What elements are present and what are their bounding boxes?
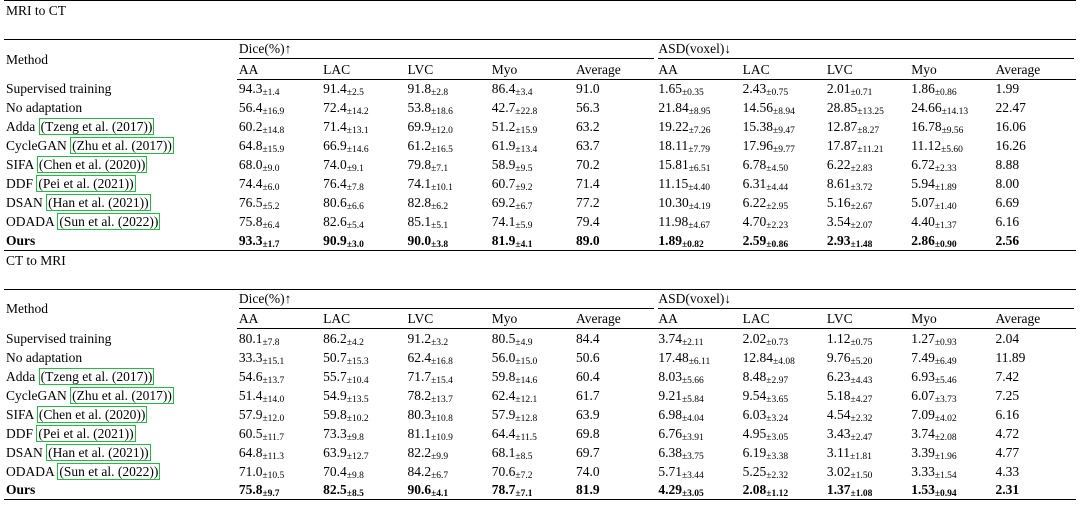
table-row <box>4 424 1076 443</box>
metric-cell: 63.2 <box>576 119 600 135</box>
metric-cell: 74.4±6.0 <box>238 176 280 194</box>
table-row <box>4 386 1076 405</box>
metric-cell: 2.56 <box>994 231 1076 250</box>
metric-cell: 22.47 <box>995 100 1026 116</box>
metric-cell: 17.48±6.11 <box>658 349 711 367</box>
citation-link[interactable]: (Tzeng et al. (2017)) <box>40 368 153 384</box>
metric-cell: 57.9±12.0 <box>238 406 285 424</box>
metric-cell: 84.4 <box>576 330 600 346</box>
metric-cell: 60.2±14.8 <box>238 119 285 137</box>
metric-cell: 5.25±2.32 <box>742 463 789 481</box>
metric-cell: 2.02±0.73 <box>742 330 789 348</box>
section-rule <box>4 21 1076 40</box>
metric-cell: 4.95±3.05 <box>742 425 789 443</box>
metric-cell: 75.8±9.7 <box>237 481 321 500</box>
metric-cell: 79.4 <box>576 214 600 230</box>
metric-cell: 74.1±10.1 <box>407 176 453 194</box>
method-name: Supervised training <box>6 330 112 346</box>
metric-cell: 2.01±0.71 <box>826 81 873 99</box>
metric-cell: 6.76±3.91 <box>658 425 704 443</box>
metric-cell: 82.6±5.4 <box>323 214 364 232</box>
metric-cell: 78.7±7.1 <box>490 481 574 500</box>
method-name: SIFA (Chen et al. (2020)) <box>6 406 146 422</box>
metric-cell: 16.78±9.56 <box>911 119 964 137</box>
metric-cell: 58.9±9.5 <box>491 157 533 175</box>
metric-cell: 75.8±6.4 <box>238 214 280 232</box>
metric-cell: 69.7 <box>576 444 600 460</box>
method-name: DDF (Pei et al. (2021)) <box>6 425 134 441</box>
metric-cell: 42.7±22.8 <box>491 100 538 118</box>
method-name: Adda (Tzeng et al. (2017)) <box>6 368 153 384</box>
metric-cell: 80.3±10.8 <box>407 406 453 424</box>
metric-cell: 11.15±4.40 <box>658 176 711 194</box>
column-header-myo-8: Myo <box>909 60 993 79</box>
metric-cell: 68.0±9.0 <box>238 157 280 175</box>
metric-cell: 2.43±0.75 <box>742 81 789 99</box>
column-header-aa-0: AA <box>237 60 321 79</box>
metric-cell: 6.16 <box>995 406 1020 422</box>
table-row <box>4 98 1076 117</box>
metric-cell: 80.5±4.9 <box>491 330 533 348</box>
metric-cell: 69.8 <box>576 425 600 441</box>
metric-cell: 70.4±9.8 <box>323 463 364 481</box>
metric-cell: 12.87±8.27 <box>826 119 880 137</box>
metric-cell: 6.38±3.75 <box>658 444 704 462</box>
metric-cell: 6.07±3.73 <box>911 387 957 405</box>
group-header-asd: ASD(voxel)↓ <box>656 40 1076 60</box>
metric-cell: 69.2±6.7 <box>491 195 533 213</box>
citation-link[interactable]: (Pei et al. (2021)) <box>38 425 134 441</box>
metric-cell: 7.09±4.02 <box>911 406 957 424</box>
metric-cell: 81.9 <box>574 481 656 500</box>
metric-cell: 19.22±7.26 <box>658 119 711 137</box>
metric-cell: 82.5±8.5 <box>321 481 405 500</box>
metric-cell: 1.99 <box>995 81 1020 97</box>
metric-cell: 64.4±11.5 <box>491 425 537 443</box>
metric-cell: 66.9±14.6 <box>323 138 369 156</box>
metric-cell: 4.29±3.05 <box>656 481 740 500</box>
citation-link[interactable]: (Tzeng et al. (2017)) <box>40 119 153 135</box>
metric-cell: 6.22±2.95 <box>742 195 789 213</box>
metric-cell: 77.2 <box>576 195 600 211</box>
table-row <box>4 174 1076 193</box>
metric-cell: 54.9±13.5 <box>323 387 369 405</box>
metric-cell: 1.37±1.08 <box>825 481 909 500</box>
metric-cell: 51.4±14.0 <box>238 387 285 405</box>
method-name: No adaptation <box>6 100 83 116</box>
metric-cell: 2.93±1.48 <box>825 231 909 250</box>
citation-link[interactable]: (Chen et al. (2020)) <box>38 406 146 422</box>
metric-cell: 80.6±6.6 <box>323 195 364 213</box>
method-name: ODADA (Sun et al. (2022)) <box>6 463 159 479</box>
section-label-row <box>4 250 1076 270</box>
metric-cell: 90.0±3.8 <box>405 231 489 250</box>
metric-cell: 71.7±15.4 <box>407 368 453 386</box>
method-name: DSAN (Han et al. (2021)) <box>6 195 149 211</box>
table-row <box>4 193 1076 212</box>
metric-cell: 12.84±4.08 <box>742 349 795 367</box>
metric-cell: 6.22±2.83 <box>826 157 873 175</box>
table-row <box>4 405 1076 424</box>
metric-cell: 2.86±0.90 <box>909 231 993 250</box>
column-header-lac-6: LAC <box>741 60 825 79</box>
table-row <box>4 231 1076 250</box>
metric-cell: 51.2±15.9 <box>491 119 538 137</box>
section-label-row <box>4 1 1076 21</box>
metric-cell: 6.16 <box>995 214 1020 230</box>
column-header-lac-1: LAC <box>321 310 405 329</box>
metric-cell: 1.86±0.86 <box>911 81 957 99</box>
metric-cell: 7.25 <box>995 387 1020 403</box>
method-name: Ours <box>4 481 237 500</box>
metric-cell: 2.59±0.86 <box>741 231 825 250</box>
metric-cell: 71.4±13.1 <box>323 119 369 137</box>
metric-cell: 60.4 <box>576 368 600 384</box>
metric-cell: 71.4 <box>576 176 600 192</box>
metric-cell: 60.7±9.2 <box>491 176 533 194</box>
metric-cell: 94.3±1.4 <box>238 81 280 99</box>
metric-cell: 63.7 <box>576 138 600 154</box>
metric-cell: 1.89±0.82 <box>656 231 740 250</box>
metric-cell: 59.8±10.2 <box>323 406 369 424</box>
method-name: Ours <box>4 231 237 250</box>
metric-cell: 93.3±1.7 <box>237 231 321 250</box>
metric-cell: 57.9±12.8 <box>491 406 538 424</box>
metric-cell: 28.85±13.25 <box>826 100 884 118</box>
metric-cell: 64.8±11.3 <box>238 444 284 462</box>
metric-cell: 7.42 <box>995 368 1020 384</box>
section-label: CT to MRI <box>6 252 66 268</box>
metric-cell: 85.1±5.1 <box>407 214 449 232</box>
group-header-dice: Dice(%)↑ <box>237 289 656 309</box>
metric-cell: 3.11±1.81 <box>826 444 872 462</box>
metric-cell: 5.16±2.67 <box>826 195 873 213</box>
metric-cell: 54.6±13.7 <box>238 368 285 386</box>
metric-cell: 8.48±2.97 <box>742 368 789 386</box>
metric-cell: 6.98±4.04 <box>658 406 704 424</box>
metric-cell: 61.7 <box>576 387 600 403</box>
results-table <box>4 0 1076 500</box>
section-label: MRI to CT <box>4 1 1076 21</box>
metric-cell: 63.9±12.7 <box>323 444 369 462</box>
group-header-dice: Dice(%)↑ <box>237 40 656 60</box>
table-row <box>4 155 1076 174</box>
metric-cell: 15.38±9.47 <box>742 119 795 137</box>
metric-cell: 9.21±5.84 <box>658 387 704 405</box>
metric-cell: 72.4±14.2 <box>323 100 369 118</box>
metric-cell: 71.0±10.5 <box>238 463 285 481</box>
table-row <box>4 443 1076 462</box>
metric-cell: 69.9±12.0 <box>407 119 453 137</box>
metric-cell: 7.49±6.49 <box>911 349 957 367</box>
metric-cell: 18.11±7.79 <box>658 138 711 156</box>
column-header-lvc-2: LVC <box>405 310 489 329</box>
metric-cell: 3.33±1.54 <box>911 463 957 481</box>
metric-cell: 61.2±16.5 <box>407 138 453 156</box>
metric-cell: 1.12±0.75 <box>826 330 873 348</box>
metric-cell: 81.1±10.9 <box>407 425 453 443</box>
citation-link[interactable]: (Sun et al. (2022)) <box>59 214 159 230</box>
metric-cell: 6.78±4.50 <box>742 157 789 175</box>
metric-cell: 3.39±1.96 <box>911 444 957 462</box>
method-name: No adaptation <box>6 349 83 365</box>
group-header-row <box>4 40 1076 60</box>
metric-cell: 60.5±11.7 <box>238 425 284 443</box>
metric-cell: 56.0±15.0 <box>491 349 538 367</box>
citation-link[interactable]: (Zhu et al. (2017)) <box>72 387 172 403</box>
metric-cell: 4.70±2.23 <box>742 214 789 232</box>
column-header-myo-3: Myo <box>490 60 574 79</box>
metric-cell: 11.12±5.60 <box>911 138 963 156</box>
citation-link[interactable]: (Pei et al. (2021)) <box>38 176 134 192</box>
metric-cell: 9.54±3.65 <box>742 387 789 405</box>
citation-link[interactable]: (Han et al. (2021)) <box>48 195 149 211</box>
metric-cell: 74.0 <box>576 463 600 479</box>
column-header-aa-5: AA <box>656 60 740 79</box>
metric-cell: 16.26 <box>995 138 1026 154</box>
metric-cell: 6.93±5.46 <box>911 368 957 386</box>
metric-cell: 70.6±7.2 <box>491 463 533 481</box>
group-header-asd: ASD(voxel)↓ <box>656 289 1076 309</box>
table-row <box>4 79 1076 98</box>
metric-cell: 68.1±8.5 <box>491 444 533 462</box>
metric-cell: 70.2 <box>576 157 600 173</box>
metric-cell: 6.31±4.44 <box>742 176 789 194</box>
metric-cell: 8.03±5.66 <box>658 368 704 386</box>
method-header: Method <box>6 51 48 67</box>
metric-cell: 6.03±3.24 <box>742 406 789 424</box>
metric-cell: 1.27±0.93 <box>911 330 957 348</box>
column-header-average-9: Average <box>994 310 1076 329</box>
metric-cell: 4.33 <box>995 463 1020 479</box>
metric-cell: 56.3 <box>576 100 600 116</box>
metric-cell: 82.2±9.9 <box>407 444 449 462</box>
metric-cell: 3.02±1.50 <box>826 463 873 481</box>
metric-cell: 63.9 <box>576 406 600 422</box>
metric-cell: 5.18±4.27 <box>826 387 873 405</box>
metric-cell: 91.2±3.2 <box>407 330 449 348</box>
metric-cell: 6.69 <box>995 195 1020 211</box>
metric-cell: 9.76±5.20 <box>826 349 873 367</box>
metric-cell: 3.43±2.47 <box>826 425 873 443</box>
metric-cell: 4.72 <box>995 425 1020 441</box>
metric-cell: 14.56±8.94 <box>742 100 795 118</box>
citation-link[interactable]: (Han et al. (2021)) <box>48 444 149 460</box>
metric-cell: 5.07±1.40 <box>911 195 957 213</box>
metric-cell: 24.66±14.13 <box>911 100 969 118</box>
metric-cell: 79.8±7.1 <box>407 157 449 175</box>
metric-cell: 64.8±15.9 <box>238 138 285 156</box>
metric-cell: 90.6±4.1 <box>405 481 489 500</box>
metric-cell: 59.8±14.6 <box>491 368 538 386</box>
metric-cell: 53.8±18.6 <box>407 100 453 118</box>
metric-cell: 10.30±4.19 <box>658 195 711 213</box>
method-name: Supervised training <box>6 81 112 97</box>
column-header-lac-1: LAC <box>321 60 405 79</box>
column-header-average-4: Average <box>574 60 656 79</box>
metric-cell: 6.23±4.43 <box>826 368 873 386</box>
metric-cell: 1.65±0.35 <box>658 81 704 99</box>
group-header-row <box>4 289 1076 309</box>
metric-cell: 4.40±1.37 <box>911 214 957 232</box>
metric-cell: 50.6 <box>576 349 600 365</box>
metric-cell: 74.1±5.9 <box>491 214 533 232</box>
metric-cell: 6.19±3.38 <box>742 444 789 462</box>
method-name: SIFA (Chen et al. (2020)) <box>6 157 146 173</box>
method-name: ODADA (Sun et al. (2022)) <box>6 214 159 230</box>
column-header-lvc-7: LVC <box>825 60 909 79</box>
metric-cell: 89.0 <box>574 231 656 250</box>
table-row <box>4 136 1076 155</box>
metric-cell: 1.53±0.94 <box>909 481 993 500</box>
method-name: DSAN (Han et al. (2021)) <box>6 444 149 460</box>
metric-cell: 61.9±13.4 <box>491 138 538 156</box>
metric-cell: 2.04 <box>995 330 1020 346</box>
metric-cell: 56.4±16.9 <box>238 100 285 118</box>
metric-cell: 82.8±6.2 <box>407 195 449 213</box>
column-header-aa-5: AA <box>656 310 740 329</box>
column-header-lvc-2: LVC <box>405 60 489 79</box>
column-header-myo-3: Myo <box>490 310 574 329</box>
metric-cell: 91.0 <box>576 81 600 97</box>
metric-cell: 4.77 <box>995 444 1020 460</box>
metric-cell: 86.4±3.4 <box>491 81 533 99</box>
table-row <box>4 212 1076 231</box>
column-header-average-4: Average <box>574 310 656 329</box>
metric-cell: 91.4±2.5 <box>323 81 364 99</box>
metric-cell: 76.4±7.8 <box>323 176 364 194</box>
metric-cell: 3.54±2.07 <box>826 214 873 232</box>
metric-cell: 62.4±12.1 <box>491 387 538 405</box>
metric-cell: 11.98±4.67 <box>658 214 711 232</box>
metric-cell: 33.3±15.1 <box>238 349 285 367</box>
metric-cell: 2.31 <box>994 481 1076 500</box>
citation-link[interactable]: (Zhu et al. (2017)) <box>72 138 172 154</box>
method-name: CycleGAN (Zhu et al. (2017)) <box>6 387 172 403</box>
metric-cell: 90.9±3.0 <box>321 231 405 250</box>
metric-cell: 15.81±6.51 <box>658 157 711 175</box>
metric-cell: 21.84±8.95 <box>658 100 711 118</box>
metric-cell: 4.54±2.32 <box>826 406 873 424</box>
metric-cell: 2.08±1.12 <box>741 481 825 500</box>
table-row <box>4 329 1076 348</box>
metric-cell: 91.8±2.8 <box>407 81 449 99</box>
metric-cell: 81.9±4.1 <box>490 231 574 250</box>
metric-cell: 55.7±10.4 <box>323 368 369 386</box>
metric-cell: 74.0±9.1 <box>323 157 364 175</box>
method-header: Method <box>6 301 48 317</box>
metric-cell: 62.4±16.8 <box>407 349 453 367</box>
metric-cell: 5.94±1.89 <box>911 176 957 194</box>
metric-cell: 8.61±3.72 <box>826 176 873 194</box>
metric-cell: 76.5±5.2 <box>238 195 280 213</box>
metric-cell: 84.2±6.7 <box>407 463 449 481</box>
section-rule <box>4 270 1076 289</box>
metric-cell: 11.89 <box>995 349 1026 365</box>
metric-cell: 8.00 <box>995 176 1020 192</box>
metric-cell: 50.7±15.3 <box>323 349 369 367</box>
metric-cell: 5.71±3.44 <box>658 463 704 481</box>
metric-cell: 17.96±9.77 <box>742 138 795 156</box>
citation-link[interactable]: (Sun et al. (2022)) <box>59 463 159 479</box>
table-row <box>4 117 1076 136</box>
table-row <box>4 481 1076 500</box>
metric-cell: 6.72±2.33 <box>911 157 957 175</box>
metric-cell: 73.3±9.8 <box>323 425 364 443</box>
column-header-lac-6: LAC <box>741 310 825 329</box>
method-name: DDF (Pei et al. (2021)) <box>6 176 134 192</box>
metric-cell: 78.2±13.7 <box>407 387 453 405</box>
method-name: CycleGAN (Zhu et al. (2017)) <box>6 138 172 154</box>
metric-cell: 16.06 <box>995 119 1026 135</box>
metric-cell: 3.74±2.08 <box>911 425 957 443</box>
metric-cell: 8.88 <box>995 157 1020 173</box>
table-row <box>4 367 1076 386</box>
method-name: Adda (Tzeng et al. (2017)) <box>6 119 153 135</box>
column-header-aa-0: AA <box>237 310 321 329</box>
column-header-lvc-7: LVC <box>825 310 909 329</box>
column-header-myo-8: Myo <box>909 310 993 329</box>
column-header-average-9: Average <box>994 60 1076 79</box>
table-row <box>4 462 1076 481</box>
table-row <box>4 348 1076 367</box>
citation-link[interactable]: (Chen et al. (2020)) <box>38 157 146 173</box>
metric-cell: 80.1±7.8 <box>238 330 280 348</box>
metric-cell: 3.74±2.11 <box>658 330 704 348</box>
metric-cell: 86.2±4.2 <box>323 330 364 348</box>
metric-cell: 17.87±11.21 <box>826 138 884 156</box>
